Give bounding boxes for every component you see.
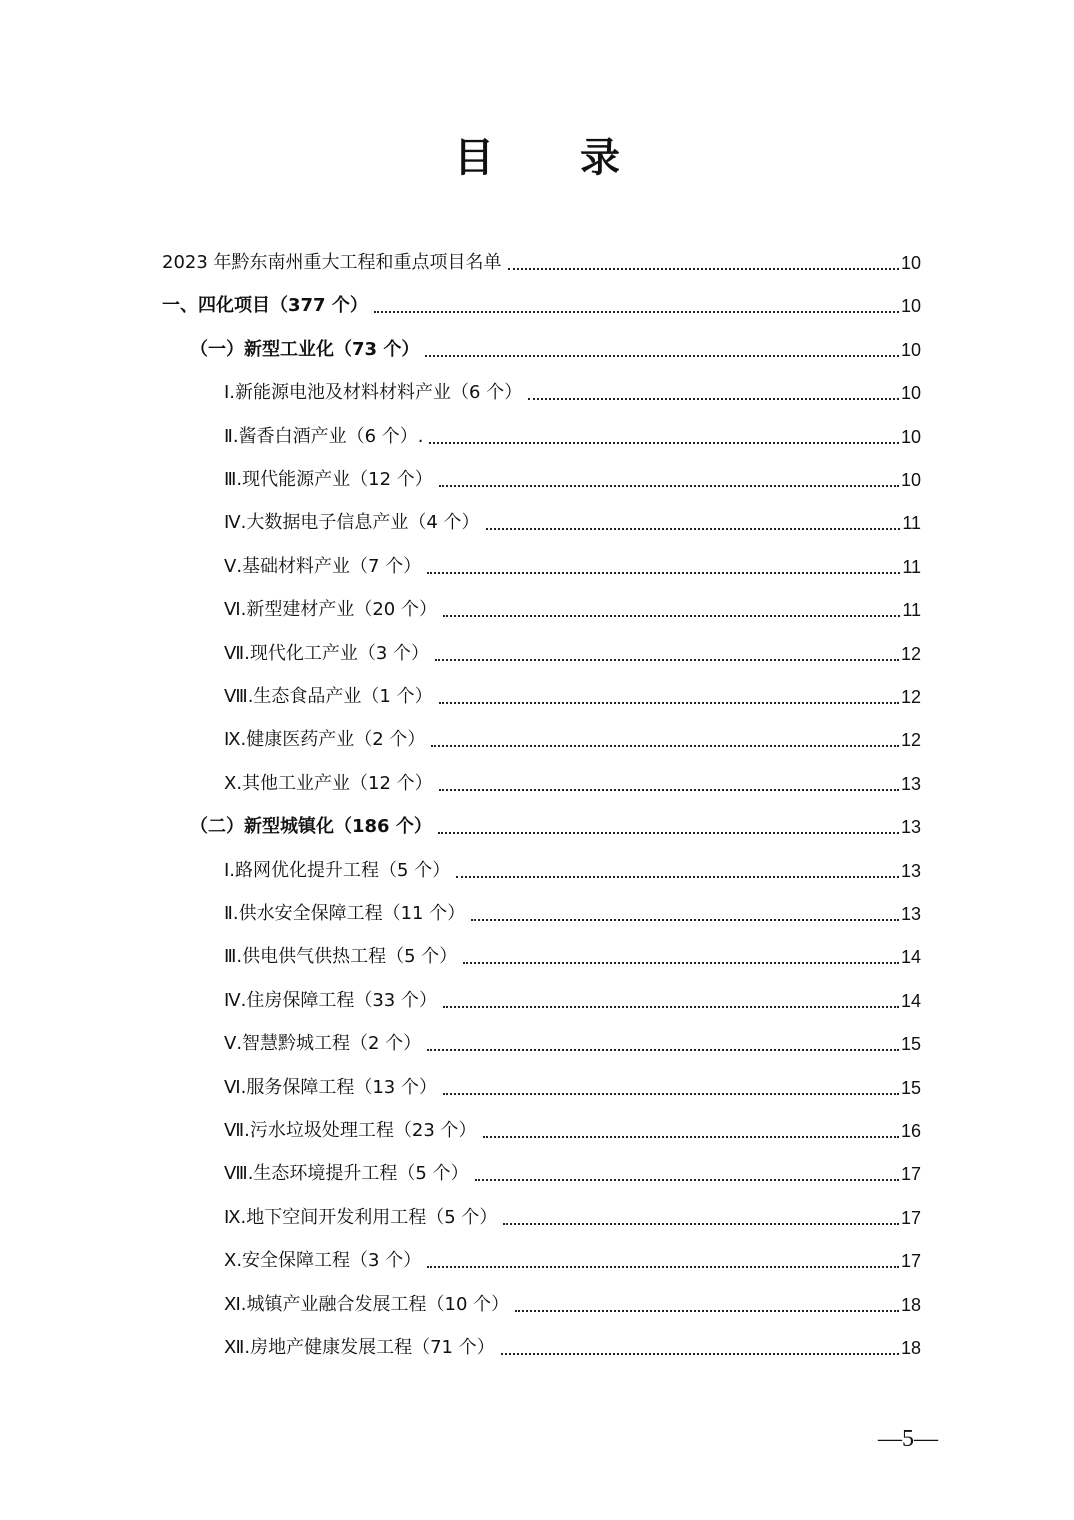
toc-dot-leader: [528, 398, 899, 400]
toc-dot-leader: [425, 355, 899, 357]
toc-entry[interactable]: [224, 1191, 921, 1231]
toc-entry[interactable]: [162, 236, 921, 276]
toc-dot-leader: [486, 528, 901, 530]
toc-entry-label: Ⅲ.现代能源产业（12 个）: [224, 469, 433, 490]
toc-entry-label: Ⅵ.服务保障工程（13 个）: [224, 1076, 437, 1098]
toc-entry-label: Ⅵ.新型建材产业（20 个）: [224, 599, 437, 621]
toc-entry-page: 16: [900, 1121, 921, 1141]
toc-entry-label: Ⅰ.新能源电池及材料材料产业（6 个）: [224, 382, 523, 404]
toc-entry-page: 17: [900, 1207, 921, 1228]
toc-dot-leader: [443, 1093, 899, 1095]
toc-entry[interactable]: [224, 583, 921, 623]
toc-dot-leader: [439, 702, 899, 704]
toc-dot-leader: [431, 745, 899, 747]
toc-entry[interactable]: [224, 496, 921, 536]
toc-entry-label: Ⅺ.城镇产业融合发展工程（10 个）: [224, 1293, 510, 1315]
toc-dot-leader: [443, 1006, 899, 1008]
toc-dot-leader: [439, 485, 899, 487]
toc-entry[interactable]: [224, 844, 921, 884]
toc-entry-label: Ⅰ.路网优化提升工程（5 个）: [224, 859, 451, 881]
toc-entry-page: 13: [900, 904, 921, 924]
toc-dot-leader: [463, 962, 899, 964]
toc-entry[interactable]: [224, 757, 921, 797]
toc-dot-leader: [503, 1223, 899, 1225]
toc-dot-leader: [435, 659, 899, 661]
toc-entry-page: 10: [900, 383, 921, 404]
toc-entry-page: 13: [900, 860, 921, 881]
toc-entry-label: （二）新型城镇化（186 个）: [190, 816, 432, 838]
toc-entry-label: Ⅸ.地下空间开发利用工程（5 个）: [224, 1206, 498, 1228]
toc-entry-label: Ⅴ.基础材料产业（7 个）: [224, 555, 422, 577]
toc-entry-page: 14: [900, 947, 921, 968]
toc-entry-label: Ⅳ.大数据电子信息产业（4 个）: [224, 512, 480, 534]
toc-entry[interactable]: [190, 800, 921, 840]
page-number: —5—: [878, 1426, 938, 1452]
toc-entry-label: 一、四化项目（377 个）: [162, 295, 368, 317]
toc-entry-page: 11: [902, 600, 921, 621]
toc-entry[interactable]: [224, 366, 921, 406]
toc-entry[interactable]: [224, 1234, 921, 1274]
toc-dot-leader: [475, 1179, 899, 1181]
toc-dot-leader: [429, 442, 898, 444]
toc-entry-label: Ⅱ.酱香白酒产业（6 个）.: [224, 425, 424, 447]
toc-dot-leader: [427, 1049, 899, 1051]
toc-entry[interactable]: [224, 713, 921, 753]
toc-entry-page: 10: [900, 339, 921, 360]
toc-dot-leader: [456, 876, 899, 878]
toc-entry[interactable]: [224, 1147, 921, 1187]
toc-entry[interactable]: [190, 323, 921, 363]
toc-entry[interactable]: [224, 1061, 921, 1101]
toc-entry-label: Ⅱ.供水安全保障工程（11 个）: [224, 903, 466, 924]
toc-entry-label: Ⅹ.安全保障工程（3 个）: [224, 1250, 422, 1272]
toc-entry-page: 15: [900, 1034, 921, 1055]
toc-entry-label: Ⅹ.其他工业产业（12 个）: [224, 772, 433, 794]
toc-entry-page: 10: [900, 426, 921, 447]
toc-dot-leader: [515, 1310, 899, 1312]
toc-entry-page: 12: [900, 730, 921, 751]
toc-dot-leader: [443, 615, 900, 617]
toc-entry-page: 12: [900, 643, 921, 664]
toc-entry[interactable]: [224, 410, 921, 450]
toc-entry-label: Ⅶ.污水垃圾处理工程（23 个）: [224, 1120, 477, 1141]
toc-entry[interactable]: [224, 1104, 921, 1144]
toc-entry[interactable]: [224, 453, 921, 493]
toc-dot-leader: [508, 268, 899, 270]
toc-entry-label: Ⅷ.生态环境提升工程（5 个）: [224, 1163, 469, 1185]
toc-dot-leader: [439, 789, 899, 791]
toc-entry-label: Ⅶ.现代化工产业（3 个）: [224, 642, 430, 664]
toc-entry-page: 18: [900, 1294, 921, 1315]
toc-entry-label: （一）新型工业化（73 个）: [190, 338, 420, 360]
toc-entry-page: 14: [900, 990, 921, 1011]
toc-entry[interactable]: [224, 1017, 921, 1057]
toc-entry[interactable]: [224, 540, 921, 580]
toc-entry[interactable]: [162, 279, 921, 319]
toc-entry-label: Ⅳ.住房保障工程（33 个）: [224, 989, 437, 1011]
toc-entry-label: Ⅸ.健康医药产业（2 个）: [224, 729, 426, 751]
toc-entry[interactable]: [224, 1278, 921, 1318]
toc-dot-leader: [374, 311, 899, 313]
toc-entry-page: 10: [900, 253, 921, 273]
toc-entry-page: 11: [902, 513, 921, 534]
toc-dot-leader: [427, 1266, 899, 1268]
toc-entry-label: Ⅲ.供电供气供热工程（5 个）: [224, 946, 458, 968]
toc-entry-label: Ⅻ.房地产健康发展工程（71 个）: [224, 1337, 495, 1358]
page-title: 目 录: [454, 134, 656, 181]
toc-entry-page: 18: [900, 1338, 921, 1358]
toc-entry-page: 17: [900, 1251, 921, 1272]
toc-dot-leader: [471, 919, 899, 921]
toc-entry-page: 11: [902, 556, 921, 577]
toc-entry-label: Ⅷ.生态食品产业（1 个）: [224, 686, 433, 707]
toc-dot-leader: [501, 1353, 899, 1355]
toc-entry[interactable]: [224, 930, 921, 970]
toc-entry[interactable]: [224, 974, 921, 1014]
toc-entry-page: 13: [900, 773, 921, 794]
toc-entry-label: 2023 年黔东南州重大工程和重点项目名单: [162, 252, 502, 273]
toc-entry[interactable]: [224, 887, 921, 927]
toc-dot-leader: [427, 572, 900, 574]
toc-entry-page: 10: [900, 470, 921, 490]
toc-dot-leader: [483, 1136, 899, 1138]
toc-entry[interactable]: [224, 670, 921, 710]
toc-entry-page: 10: [900, 296, 921, 317]
toc-entry-page: 15: [900, 1077, 921, 1098]
toc-entry[interactable]: [224, 1321, 921, 1361]
toc-entry-page: 17: [900, 1164, 921, 1185]
toc-entry-page: 12: [900, 687, 921, 707]
toc-entry-label: Ⅴ.智慧黔城工程（2 个）: [224, 1033, 422, 1055]
toc-entry-page: 13: [900, 817, 921, 838]
toc-dot-leader: [438, 832, 899, 834]
toc-entry[interactable]: [224, 627, 921, 667]
